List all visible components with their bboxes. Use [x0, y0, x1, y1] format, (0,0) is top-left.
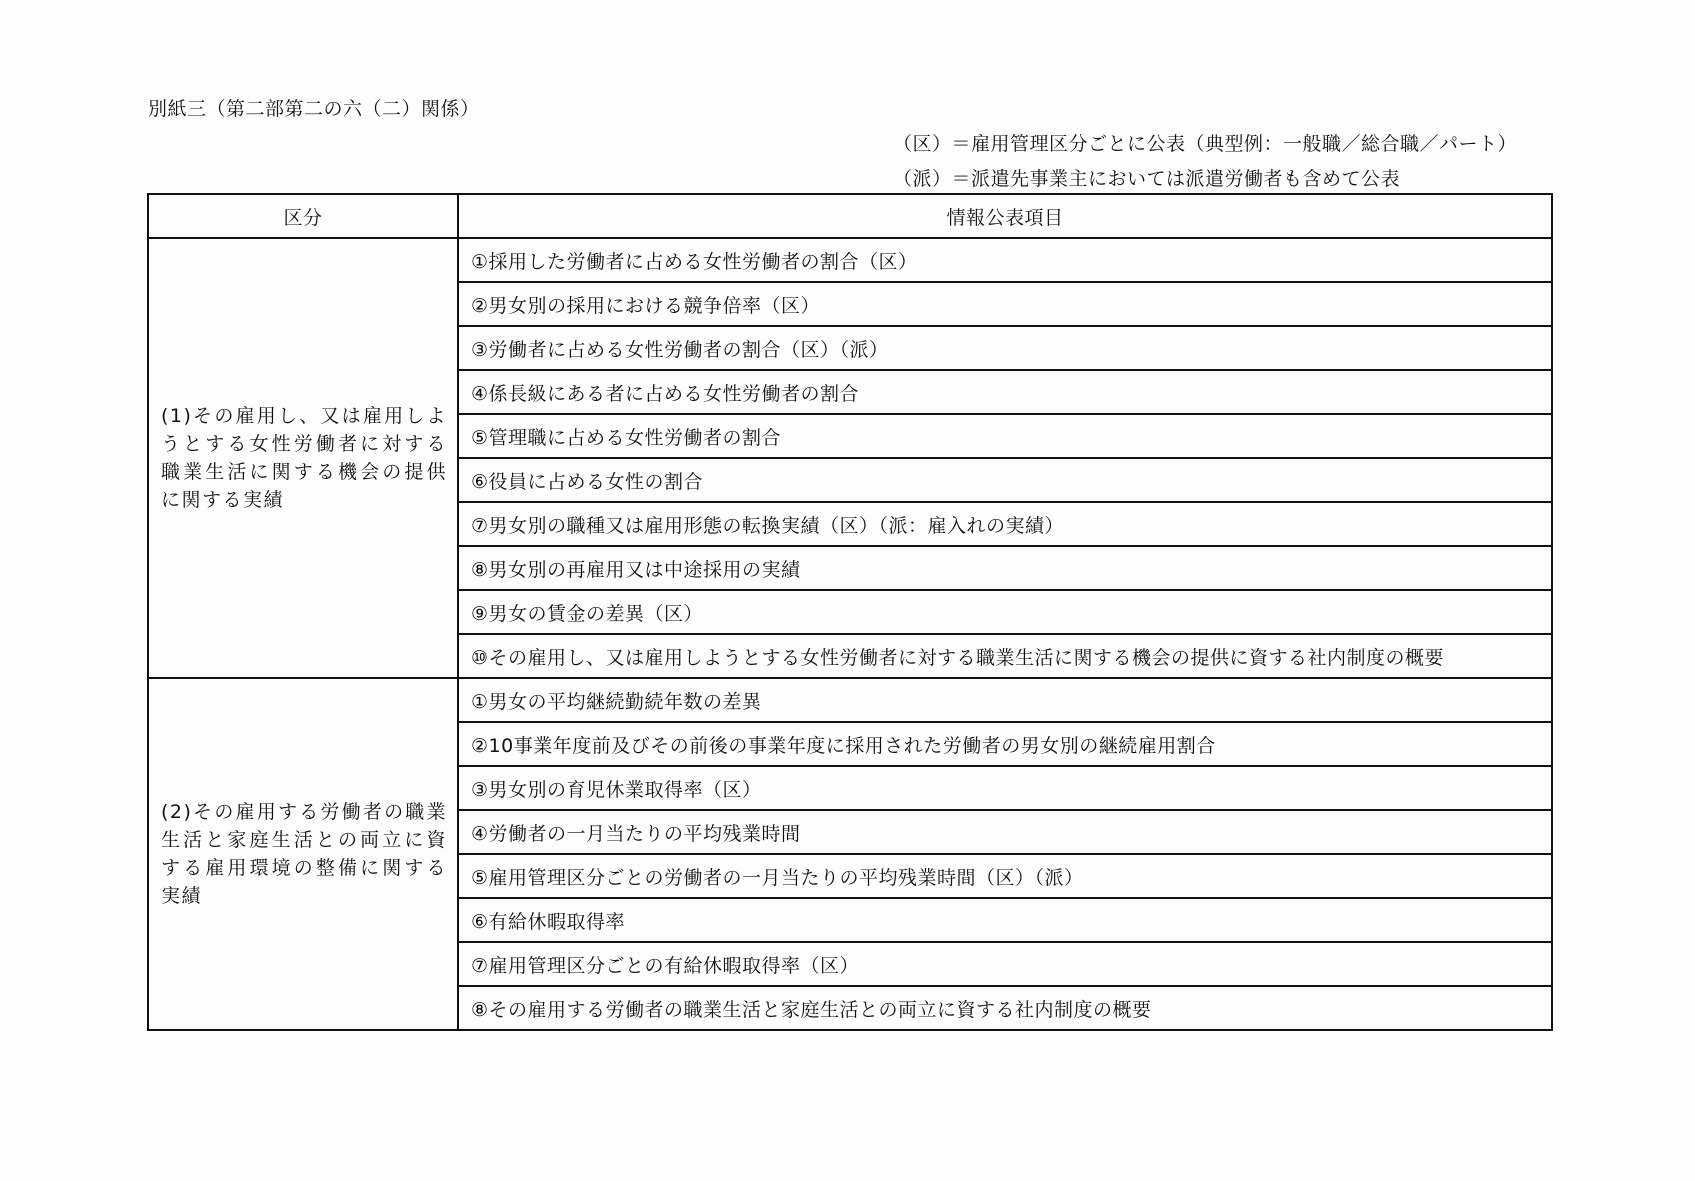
item-cell: ②10事業年度前及びその前後の事業年度に採用された労働者の男女別の継続雇用割合: [458, 722, 1552, 766]
category-cell-section-1: (1)その雇用し、又は雇用しようとする女性労働者に対する職業生活に関する機会の提供に関する実績: [148, 238, 458, 678]
item-cell: ②男女別の採用における競争倍率（区）: [458, 282, 1552, 326]
item-cell: ⑩その雇用し、又は雇用しようとする女性労働者に対する職業生活に関する機会の提供に資する社内制度の概要: [458, 634, 1552, 678]
legend-ha-note: （派）＝派遣先事業主においては派遣労働者も含めて公表: [893, 168, 1401, 190]
item-cell: ①採用した労働者に占める女性労働者の割合（区）: [458, 238, 1552, 282]
item-cell: ⑧男女別の再雇用又は中途採用の実績: [458, 546, 1552, 590]
legend-ku-note: （区）＝雇用管理区分ごとに公表（典型例：一般職／総合職／パート）: [893, 133, 1518, 155]
table-header-row: [148, 194, 1552, 238]
item-cell: ⑨男女の賃金の差異（区）: [458, 590, 1552, 634]
item-cell: ⑦男女別の職種又は雇用形態の転換実績（区）（派：雇入れの実績）: [458, 502, 1552, 546]
item-cell: ④係長級にある者に占める女性労働者の割合: [458, 370, 1552, 414]
column-header-items: 情報公表項目: [458, 194, 1552, 238]
item-cell: ③労働者に占める女性労働者の割合（区）（派）: [458, 326, 1552, 370]
item-cell: ⑦雇用管理区分ごとの有給休暇取得率（区）: [458, 942, 1552, 986]
document-title: 別紙三（第二部第二の六（二）関係）: [148, 98, 480, 120]
table-row: [148, 678, 1552, 722]
item-cell: ⑧その雇用する労働者の職業生活と家庭生活との両立に資する社内制度の概要: [458, 986, 1552, 1030]
item-cell: ①男女の平均継続勤続年数の差異: [458, 678, 1552, 722]
category-cell-section-2: (2)その雇用する労働者の職業生活と家庭生活との両立に資する雇用環境の整備に関する実績: [148, 678, 458, 1030]
item-cell: ⑥役員に占める女性の割合: [458, 458, 1552, 502]
item-cell: ⑤管理職に占める女性労働者の割合: [458, 414, 1552, 458]
disclosure-items-table: [147, 193, 1553, 1031]
item-cell: ⑤雇用管理区分ごとの労働者の一月当たりの平均残業時間（区）（派）: [458, 854, 1552, 898]
item-cell: ④労働者の一月当たりの平均残業時間: [458, 810, 1552, 854]
item-cell: ⑥有給休暇取得率: [458, 898, 1552, 942]
table-row: [148, 238, 1552, 282]
item-cell: ③男女別の育児休業取得率（区）: [458, 766, 1552, 810]
column-header-category: 区分: [148, 194, 458, 238]
